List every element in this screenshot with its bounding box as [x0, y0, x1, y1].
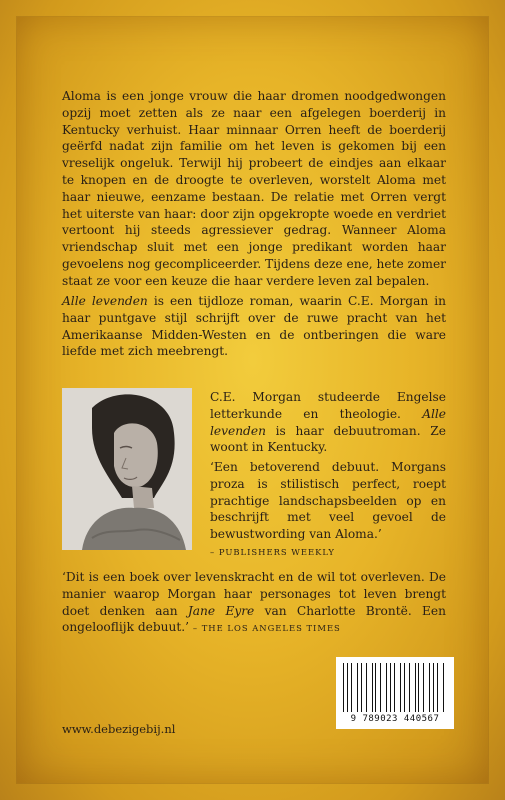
barcode-stripe — [366, 663, 367, 712]
barcode-stripe — [368, 663, 369, 712]
barcode-bars — [343, 663, 447, 712]
quote-italic-title: Jane Eyre — [187, 603, 255, 618]
barcode-stripe — [437, 663, 438, 712]
quote-source: – PUBLISHERS WEEKLY — [210, 546, 335, 557]
summary-paragraph — [62, 293, 446, 360]
barcode-stripe — [383, 663, 384, 712]
barcode-stripe — [393, 663, 394, 712]
synopsis-paragraph: Aloma is een jonge vrouw die haar dromen noodgedwongen opzij moet zetten als ze naar een afgelegen boerderij in Kentucky verhuist. Haar minnaar Orren heeft de boerderij geërfd nadat zijn familie om het leven is gekomen bij een vreselijk ongeluk. Terwijl hij probeert de eindjes aan elkaar te knopen en de droogte te overleven, worstelt Aloma met haar nieuwe, eenzame bestaan. De relatie met Orren vergt het uiterste van haar: door zijn opgekropte woede en verdriet vertoont hij steeds agressiever gedrag. Wanneer Aloma vriendschap sluit met een jonge predikant worden haar gevoelens nog gecompliceerder. Tijdens deze ene, hete zomer staat ze voor een keuze die haar verdere leven zal bepalen. — [62, 89, 446, 288]
bio-text-2: is haar debuutroman. Ze woont in Kentucky. — [210, 423, 446, 455]
quote-text-2: van Charlotte Brontë. Een ongelooflijk debuut.’ — [62, 603, 446, 635]
quote-text: ‘Een betoverend debuut. Morgans proza is stilistisch perfect, roept prachtige landschapsbeelden op en beschrijft met veel gevoel de bewustwording van Aloma.’ — [210, 460, 446, 542]
barcode-stripe — [375, 663, 376, 712]
barcode-stripe — [416, 663, 417, 712]
summary-text: is een tijdloze roman, waarin C.E. Morgan in haar puntgave stijl schrijft over de ruwe pracht van het Amerikaanse Midden-Westen en de ontberingen die ware liefde met zich meebrengt. — [62, 294, 446, 359]
barcode-stripe — [444, 663, 445, 712]
barcode-stripe — [422, 663, 423, 712]
barcode-stripe — [354, 663, 355, 712]
isbn-number: 9 789023 440567 — [350, 714, 440, 724]
author-photo — [62, 388, 192, 550]
barcode-stripe — [359, 663, 360, 712]
isbn-barcode — [336, 657, 454, 729]
bio-book-title: Alle levenden — [210, 406, 446, 438]
review-quote-publishers-weekly — [210, 459, 446, 561]
quote-text-1: ‘Dit is een boek over levenskracht en de wil tot overleven. De manier waarop Morgan haar personages tot leven brengt doet denken aan — [62, 570, 446, 618]
quote-source: – THE LOS ANGELES TIMES — [192, 623, 341, 634]
barcode-stripe — [347, 663, 348, 712]
barcode-stripe — [400, 663, 401, 712]
barcode-stripe — [409, 663, 410, 712]
barcode-stripe — [429, 663, 430, 712]
book-title-italic: Alle levenden — [62, 294, 148, 308]
author-bio — [210, 389, 446, 456]
barcode-stripe — [394, 663, 395, 712]
bio-text-1: C.E. Morgan studeerde Engelse letterkunde en theologie. — [210, 390, 446, 421]
publisher-website: www.debezigebij.nl — [62, 722, 176, 736]
review-quote-la-times — [62, 569, 446, 637]
